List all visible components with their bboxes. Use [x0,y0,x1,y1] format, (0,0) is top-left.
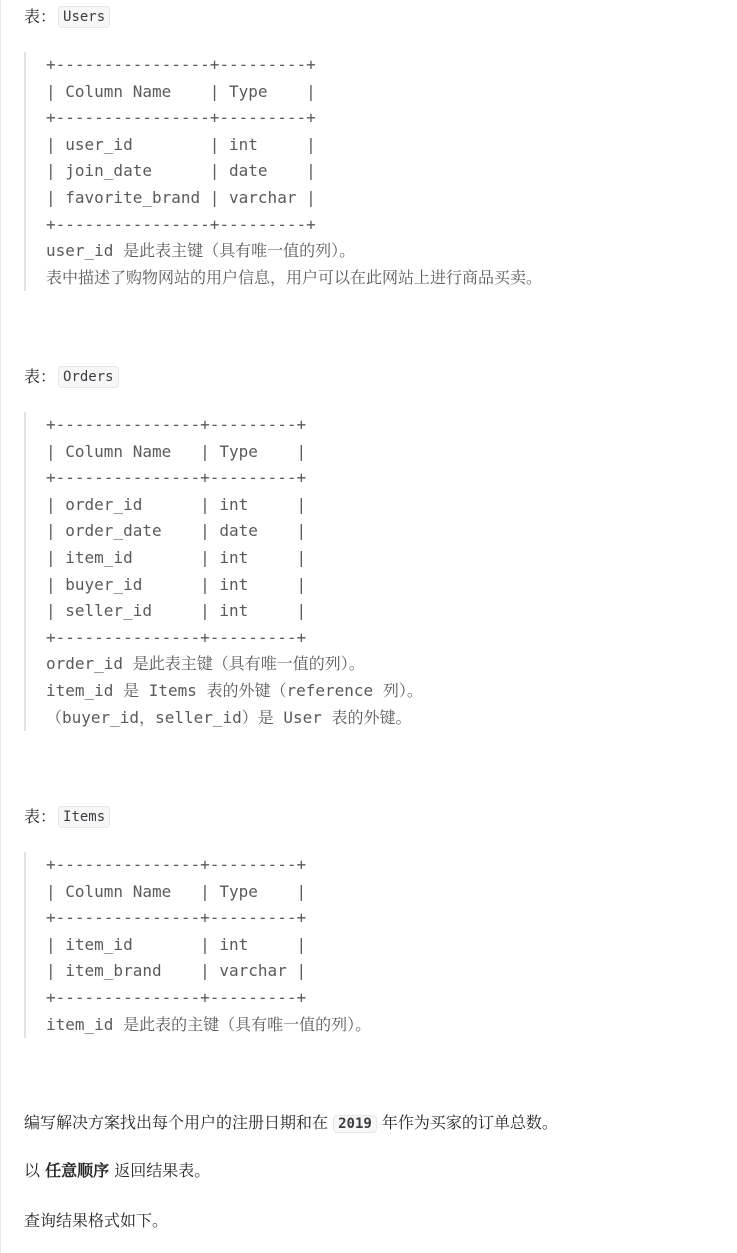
schema-note: 表中描述了购物网站的用户信息，用户可以在此网站上进行商品买卖。 [46,267,543,287]
orders-table-name: Orders [58,366,119,388]
orders-label-text: 表： [24,367,57,386]
schema-note: user_id 是此表主键（具有唯一值的列）。 [46,241,356,261]
task-suffix: 年作为买家的订单总数。 [376,1113,558,1132]
schema-line: +---------------+---------+ [46,908,307,928]
schema-line: | order_id | int | [46,494,307,514]
task-prefix: 编写解决方案找出每个用户的注册日期和在 [24,1113,334,1132]
schema-line: | Column Name | Type | [46,81,316,101]
schema-line: | item_id | int | [46,547,307,567]
items-schema-block [24,852,371,1038]
schema-line: +---------------+---------+ [46,627,307,647]
schema-line: | order_date | date | [46,521,307,541]
order-note-suffix: 返回结果表。 [109,1161,211,1180]
format-note: 查询结果格式如下。 [24,1211,169,1230]
schema-line: | join_date | date | [46,161,316,181]
schema-note: （buyer_id，seller_id）是 User 表的外键。 [46,707,412,727]
schema-note: order_id 是此表主键（具有唯一值的列）。 [46,654,365,674]
schema-line: | favorite_brand | varchar | [46,187,316,207]
order-note-bold: 任意顺序 [45,1161,110,1180]
items-section-label [24,805,110,829]
items-label-text: 表： [24,807,57,826]
users-section-label [24,5,110,29]
schema-line: | buyer_id | int | [46,574,307,594]
schema-line: | Column Name | Type | [46,881,307,901]
orders-section-label [24,365,119,389]
schema-line: | Column Name | Type | [46,441,307,461]
users-label-text: 表： [24,7,57,26]
schema-line: +----------------+---------+ [46,108,316,128]
schema-line: +---------------+---------+ [46,987,307,1007]
schema-line: | seller_id | int | [46,601,307,621]
order-note-prefix: 以 [24,1161,46,1180]
schema-line: +---------------+---------+ [46,415,307,434]
items-table-name: Items [58,806,110,828]
orders-schema-block [24,412,423,731]
schema-line: | user_id | int | [46,134,316,154]
schema-line: +---------------+---------+ [46,468,307,488]
users-table-name: Users [58,6,110,28]
schema-line: | item_id | int | [46,934,307,954]
schema-line: +----------------+---------+ [46,214,316,234]
left-divider [0,0,1,1253]
schema-line: +----------------+---------+ [46,55,316,74]
schema-line: +---------------+---------+ [46,855,307,874]
schema-note: item_id 是 Items 表的外键（reference 列）。 [46,680,423,700]
task-description [24,1111,558,1136]
order-note [24,1159,210,1183]
schema-line: | item_brand | varchar | [46,961,307,981]
users-schema-block [24,52,542,291]
schema-note: item_id 是此表的主键（具有唯一值的列）。 [46,1014,372,1034]
task-year: 2019 [333,1115,377,1133]
